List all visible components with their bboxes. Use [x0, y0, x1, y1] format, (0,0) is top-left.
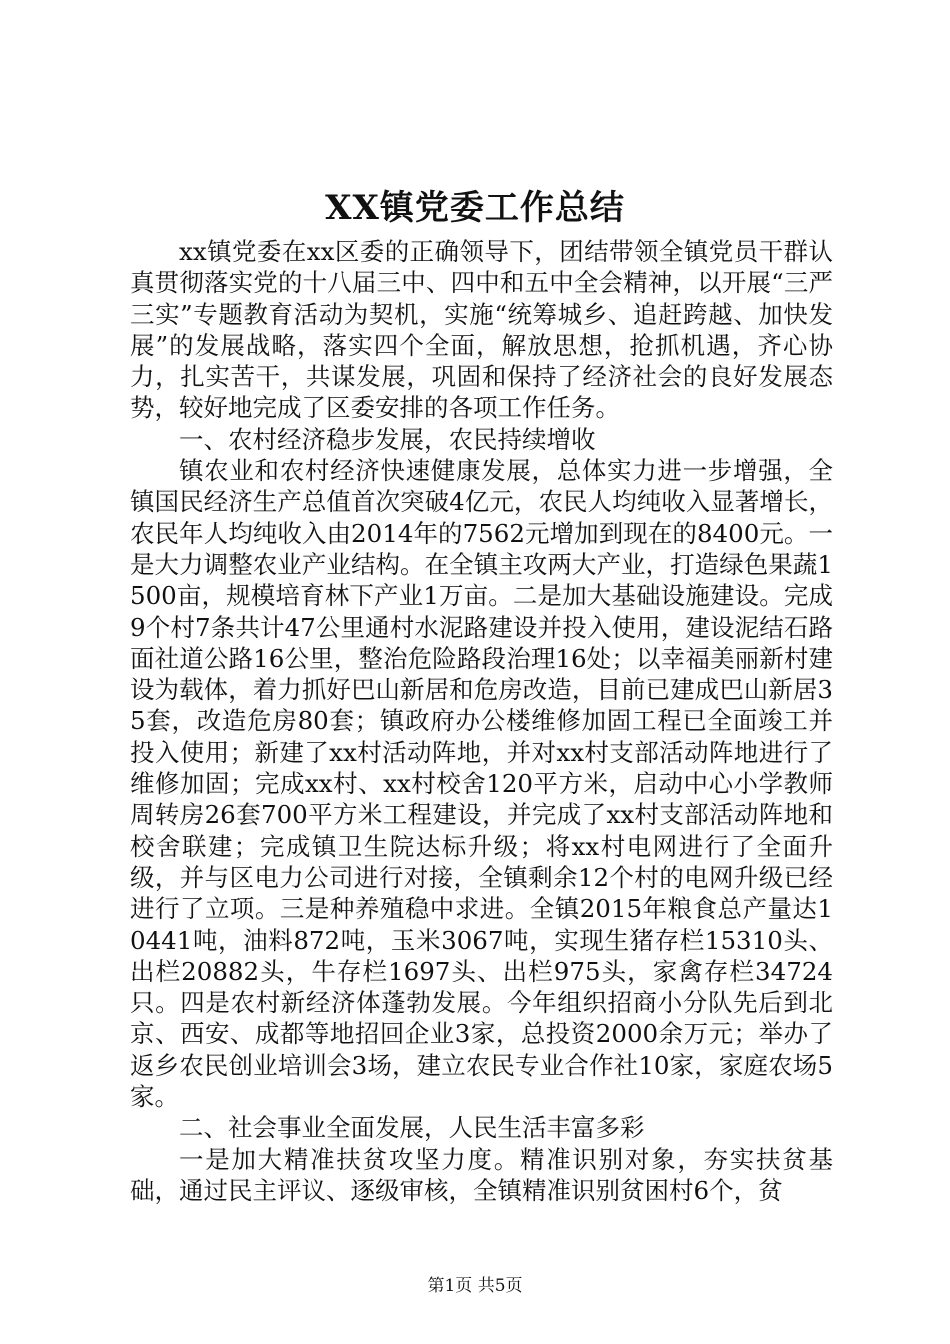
document-body — [130, 236, 833, 1206]
paragraph-poverty-alleviation: 一是加大精准扶贫攻坚力度。精准识别对象，夯实扶贫基础，通过民主评议、逐级审核，全镇精准识别贫困村6个，贫 — [130, 1144, 833, 1205]
section-heading-2: 二、社会事业全面发展，人民生活丰富多彩 — [179, 1113, 645, 1143]
document-title: XX镇党委工作总结 — [325, 188, 625, 228]
section-heading-1: 一、农村经济稳步发展，农民持续增收 — [179, 424, 596, 454]
paragraph-intro: xx镇党委在xx区委的正确领导下，团结带领全镇党员干群认真贯彻落实党的十八届三中、四中和五中全会精神，以开展“三严三实”专题教育活动为契机，实施“统筹城乡、追赶跨越、加快发展”的发展战略，落实四个全面，解放思想，抢抓机遇，齐心协力，扎实苦干，共谋发展，巩固和保持了经济社会的良好发展态势，较好地完成了区委安排的各项工作任务。 — [130, 237, 833, 423]
paragraph-rural-economy: 镇农业和农村经济快速健康发展，总体实力进一步增强，全镇国民经济生产总值首次突破4亿元，农民人均纯收入显著增长，农民年人均纯收入由2014年的7562元增加到现在的8400元。一是大力调整农业产业结构。在全镇主攻两大产业，打造绿色果蔬1500亩，规模培育林下产业1万亩。二是加大基础设施建设。完成9个村7条共计47公里通村水泥路建设并投入使用，建设泥结石路面社道公路16公里，整治危险路段治理16处；以幸福美丽新村建设为载体，着力抓好巴山新居和危房改造，目前已建成巴山新居35套，改造危房80套；镇政府办公楼维修加固工程已全面竣工并投入使用；新建了xx村活动阵地，并对xx村支部活动阵地进行了维修加固；完成xx村、xx村校舍120平方米，启动中心小学教师周转房26套700平方米工程建设，并完成了xx村支部活动阵地和校舍联建；完成镇卫生院达标升级；将xx村电网进行了全面升级，并与区电力公司进行对接，全镇剩余12个村的电网升级已经进行了立项。三是种养殖稳中求进。全镇2015年粮食总产量达10441吨，油料872吨，玉米3067吨，实现生猪存栏15310头、出栏20882头，牛存栏1697头、出栏975头，家禽存栏34724只。四是农村新经济体蓬勃发展。今年组织招商小分队先后到北京、西安、成都等地招回企业3家，总投资2000余万元；举办了返乡农民创业培训会3场，建立农民专业合作社10家，家庭农场5家。 — [130, 456, 833, 1112]
page-footer: 第1页 共5页 — [427, 1276, 523, 1296]
